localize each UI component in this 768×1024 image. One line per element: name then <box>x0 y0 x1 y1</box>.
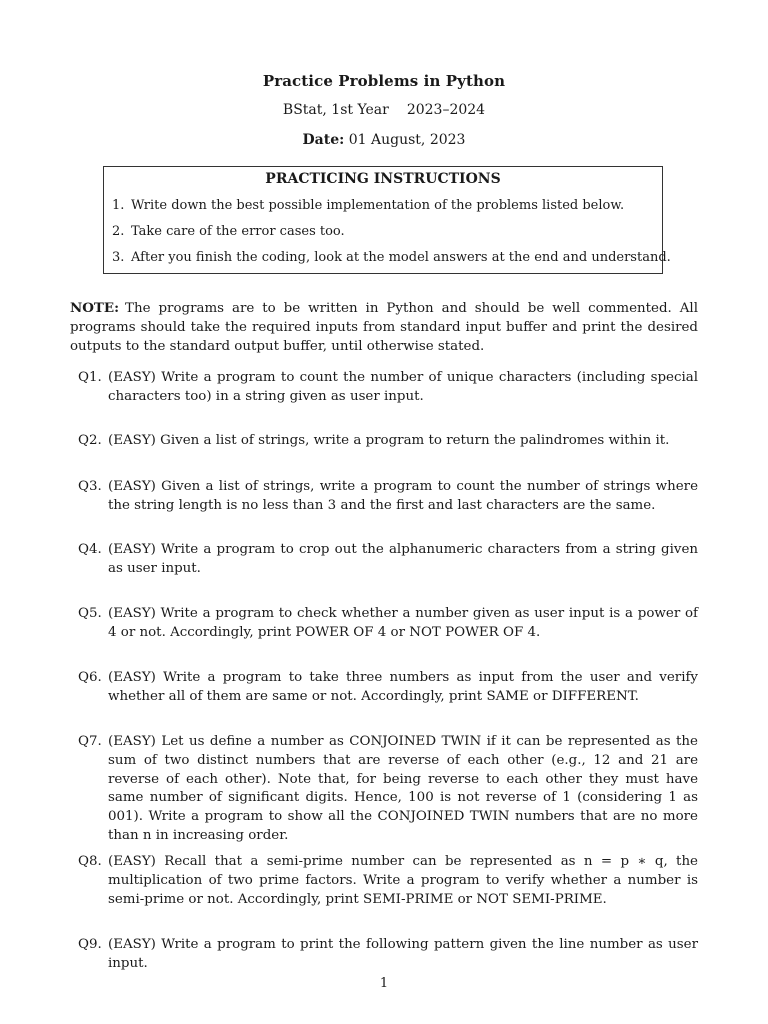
question-text: (EASY) Given a list of strings, write a program to return the palindromes within it. <box>108 433 670 448</box>
question-item <box>78 541 698 579</box>
course-name: BStat, 1st Year <box>282 102 389 118</box>
instruction-number: 2. <box>112 224 125 239</box>
question-text: (EASY) Let us define a number as CONJOINED TWIN if it can be represented as the sum of two distinct numbers that are reverse of each other (e.g., 12 and 21 are reverse of each other). Note that, for being reverse to each other they must have same number of significant digits. Hence, 100 is not reverse of 1 (considering 1 as 001). Write a program to show all the CONJOINED TWIN numbers that are no more than n in increasing order. <box>108 734 698 843</box>
question-number: Q7. <box>78 734 102 749</box>
instruction-text: Write down the best possible implementation of the problems listed below. <box>131 198 625 213</box>
question-number: Q4. <box>78 542 102 557</box>
question-number: Q5. <box>78 606 102 621</box>
document-title: Practice Problems in Python <box>262 72 506 90</box>
question-item <box>78 605 698 643</box>
course-info <box>0 102 768 118</box>
question-item <box>78 478 698 516</box>
note-paragraph <box>70 299 698 356</box>
date-label: Date: <box>302 132 345 148</box>
question-item <box>78 853 698 909</box>
question-text: (EASY) Write a program to print the following pattern given the line number as user input. <box>108 937 698 971</box>
question-number: Q3. <box>78 479 102 494</box>
question-item <box>78 432 698 451</box>
question-number: Q8. <box>78 854 102 869</box>
instruction-item <box>112 224 345 239</box>
instruction-text: After you finish the coding, look at the model answers at the end and understand. <box>131 250 671 265</box>
question-number: Q6. <box>78 670 102 685</box>
question-item <box>78 669 698 707</box>
question-text: (EASY) Write a program to crop out the alphanumeric characters from a string given as user input. <box>108 542 698 576</box>
question-number: Q9. <box>78 937 102 952</box>
question-item <box>78 936 698 974</box>
note-label: NOTE: <box>70 300 120 316</box>
academic-year: 2023–2024 <box>406 102 486 118</box>
question-number: Q2. <box>78 433 102 448</box>
instruction-number: 1. <box>112 198 125 213</box>
question-text: (EASY) Write a program to take three numbers as input from the user and verify whether all of them are same or not. Accordingly, print SAME or DIFFERENT. <box>108 670 698 704</box>
instructions-title: PRACTICING INSTRUCTIONS <box>265 171 501 187</box>
instruction-item <box>112 198 624 213</box>
question-text: (EASY) Write a program to count the number of unique characters (including special characters too) in a string given as user input. <box>108 370 698 404</box>
instruction-text: Take care of the error cases too. <box>131 224 345 239</box>
note-text: The programs are to be written in Python and should be well commented. All programs should take the required inputs from standard input buffer and print the desired outputs to the standard output buffer, until otherwise stated. <box>70 301 698 354</box>
question-text: (EASY) Write a program to check whether a number given as user input is a power of 4 or not. Accordingly, print POWER OF 4 or NOT POWER OF 4. <box>108 606 698 640</box>
question-text: (EASY) Given a list of strings, write a program to count the number of strings where the string length is no less than 3 and the first and last characters are the same. <box>108 479 698 513</box>
date-line <box>0 132 768 148</box>
date-value: 01 August, 2023 <box>348 132 466 148</box>
question-item <box>78 369 698 407</box>
instructions-box <box>103 166 671 274</box>
instruction-item <box>112 250 671 265</box>
question-item <box>78 733 698 846</box>
question-number: Q1. <box>78 370 102 385</box>
instruction-number: 3. <box>112 250 125 265</box>
page-number: 1 <box>379 976 389 991</box>
question-text: (EASY) Recall that a semi-prime number can be represented as n = p ∗ q, the multiplication of two prime factors. Write a program to verify whether a number is semi-prime or not. Accordingly, print SEMI-PRIME or NOT SEMI-PRIME. <box>108 854 698 907</box>
